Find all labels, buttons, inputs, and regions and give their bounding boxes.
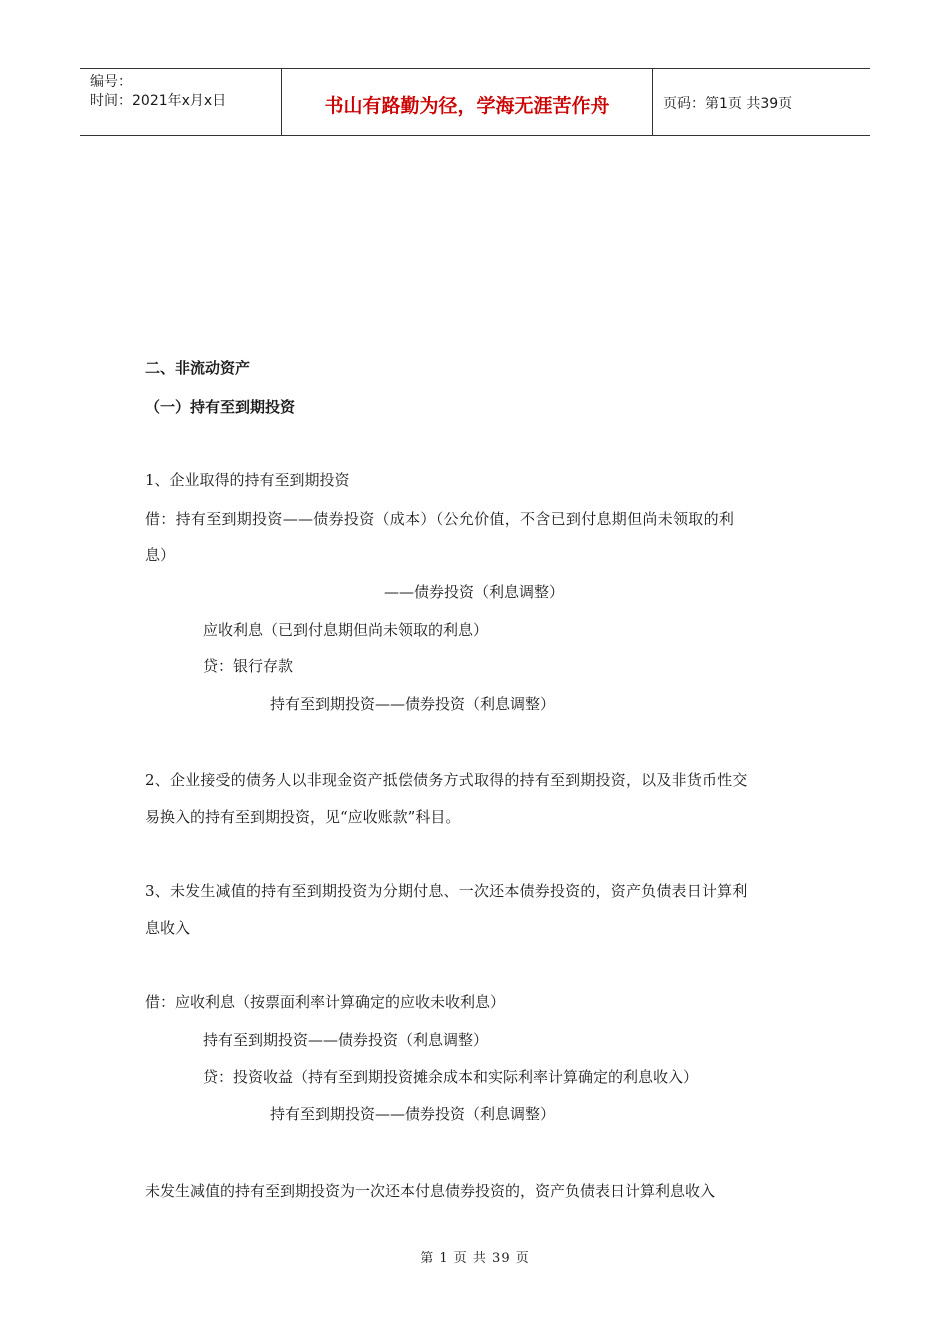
body-line: 3、未发生减值的持有至到期投资为分期付息、一次还本债券投资的，资产负债表日计算利 xyxy=(145,882,748,900)
body-line: 易换入的持有至到期投资，见“应收账款”科目。 xyxy=(145,808,461,826)
body-line: 持有至到期投资——债券投资（利息调整） xyxy=(203,1031,489,1049)
body-line: 1、企业取得的持有至到期投资 xyxy=(145,471,350,489)
header-motto: 书山有路勤为径，学海无涯苦作舟 xyxy=(282,69,653,135)
header-page-info: 页码：第1页 共39页 xyxy=(663,96,793,112)
body-line: 2、企业接受的债务人以非现金资产抵偿债务方式取得的持有至到期投资，以及非货币性交 xyxy=(145,771,748,789)
section-title: 二、非流动资产 xyxy=(145,359,251,377)
body-line: 持有至到期投资——债券投资（利息调整） xyxy=(270,1105,556,1123)
subsection-title: （一）持有至到期投资 xyxy=(145,398,296,416)
time-label: 时间：2021年x月x日 xyxy=(90,93,227,109)
page-footer: 第 1 页 共 39 页 xyxy=(420,1251,530,1266)
body-line: 借：持有至到期投资——债券投资（成本）（公允价值，不含已到付息期但尚未领取的利 xyxy=(145,510,735,528)
body-line: 贷：投资收益（持有至到期投资摊余成本和实际利率计算确定的利息收入） xyxy=(203,1068,699,1086)
header-meta xyxy=(80,69,282,135)
body-line: 未发生减值的持有至到期投资为一次还本付息债券投资的，资产负债表日计算利息收入 xyxy=(145,1182,716,1200)
body-line: ——债券投资（利息调整） xyxy=(384,583,565,601)
body-line: 息收入 xyxy=(145,919,191,937)
number-label: 编号： xyxy=(90,74,132,90)
body-line: 应收利息（已到付息期但尚未领取的利息） xyxy=(203,621,489,639)
body-line: 息） xyxy=(145,546,176,564)
document-header xyxy=(80,68,870,136)
body-line: 借：应收利息（按票面利率计算确定的应收未收利息） xyxy=(145,993,506,1011)
body-line: 贷：银行存款 xyxy=(203,657,294,675)
body-line: 持有至到期投资——债券投资（利息调整） xyxy=(270,695,556,713)
